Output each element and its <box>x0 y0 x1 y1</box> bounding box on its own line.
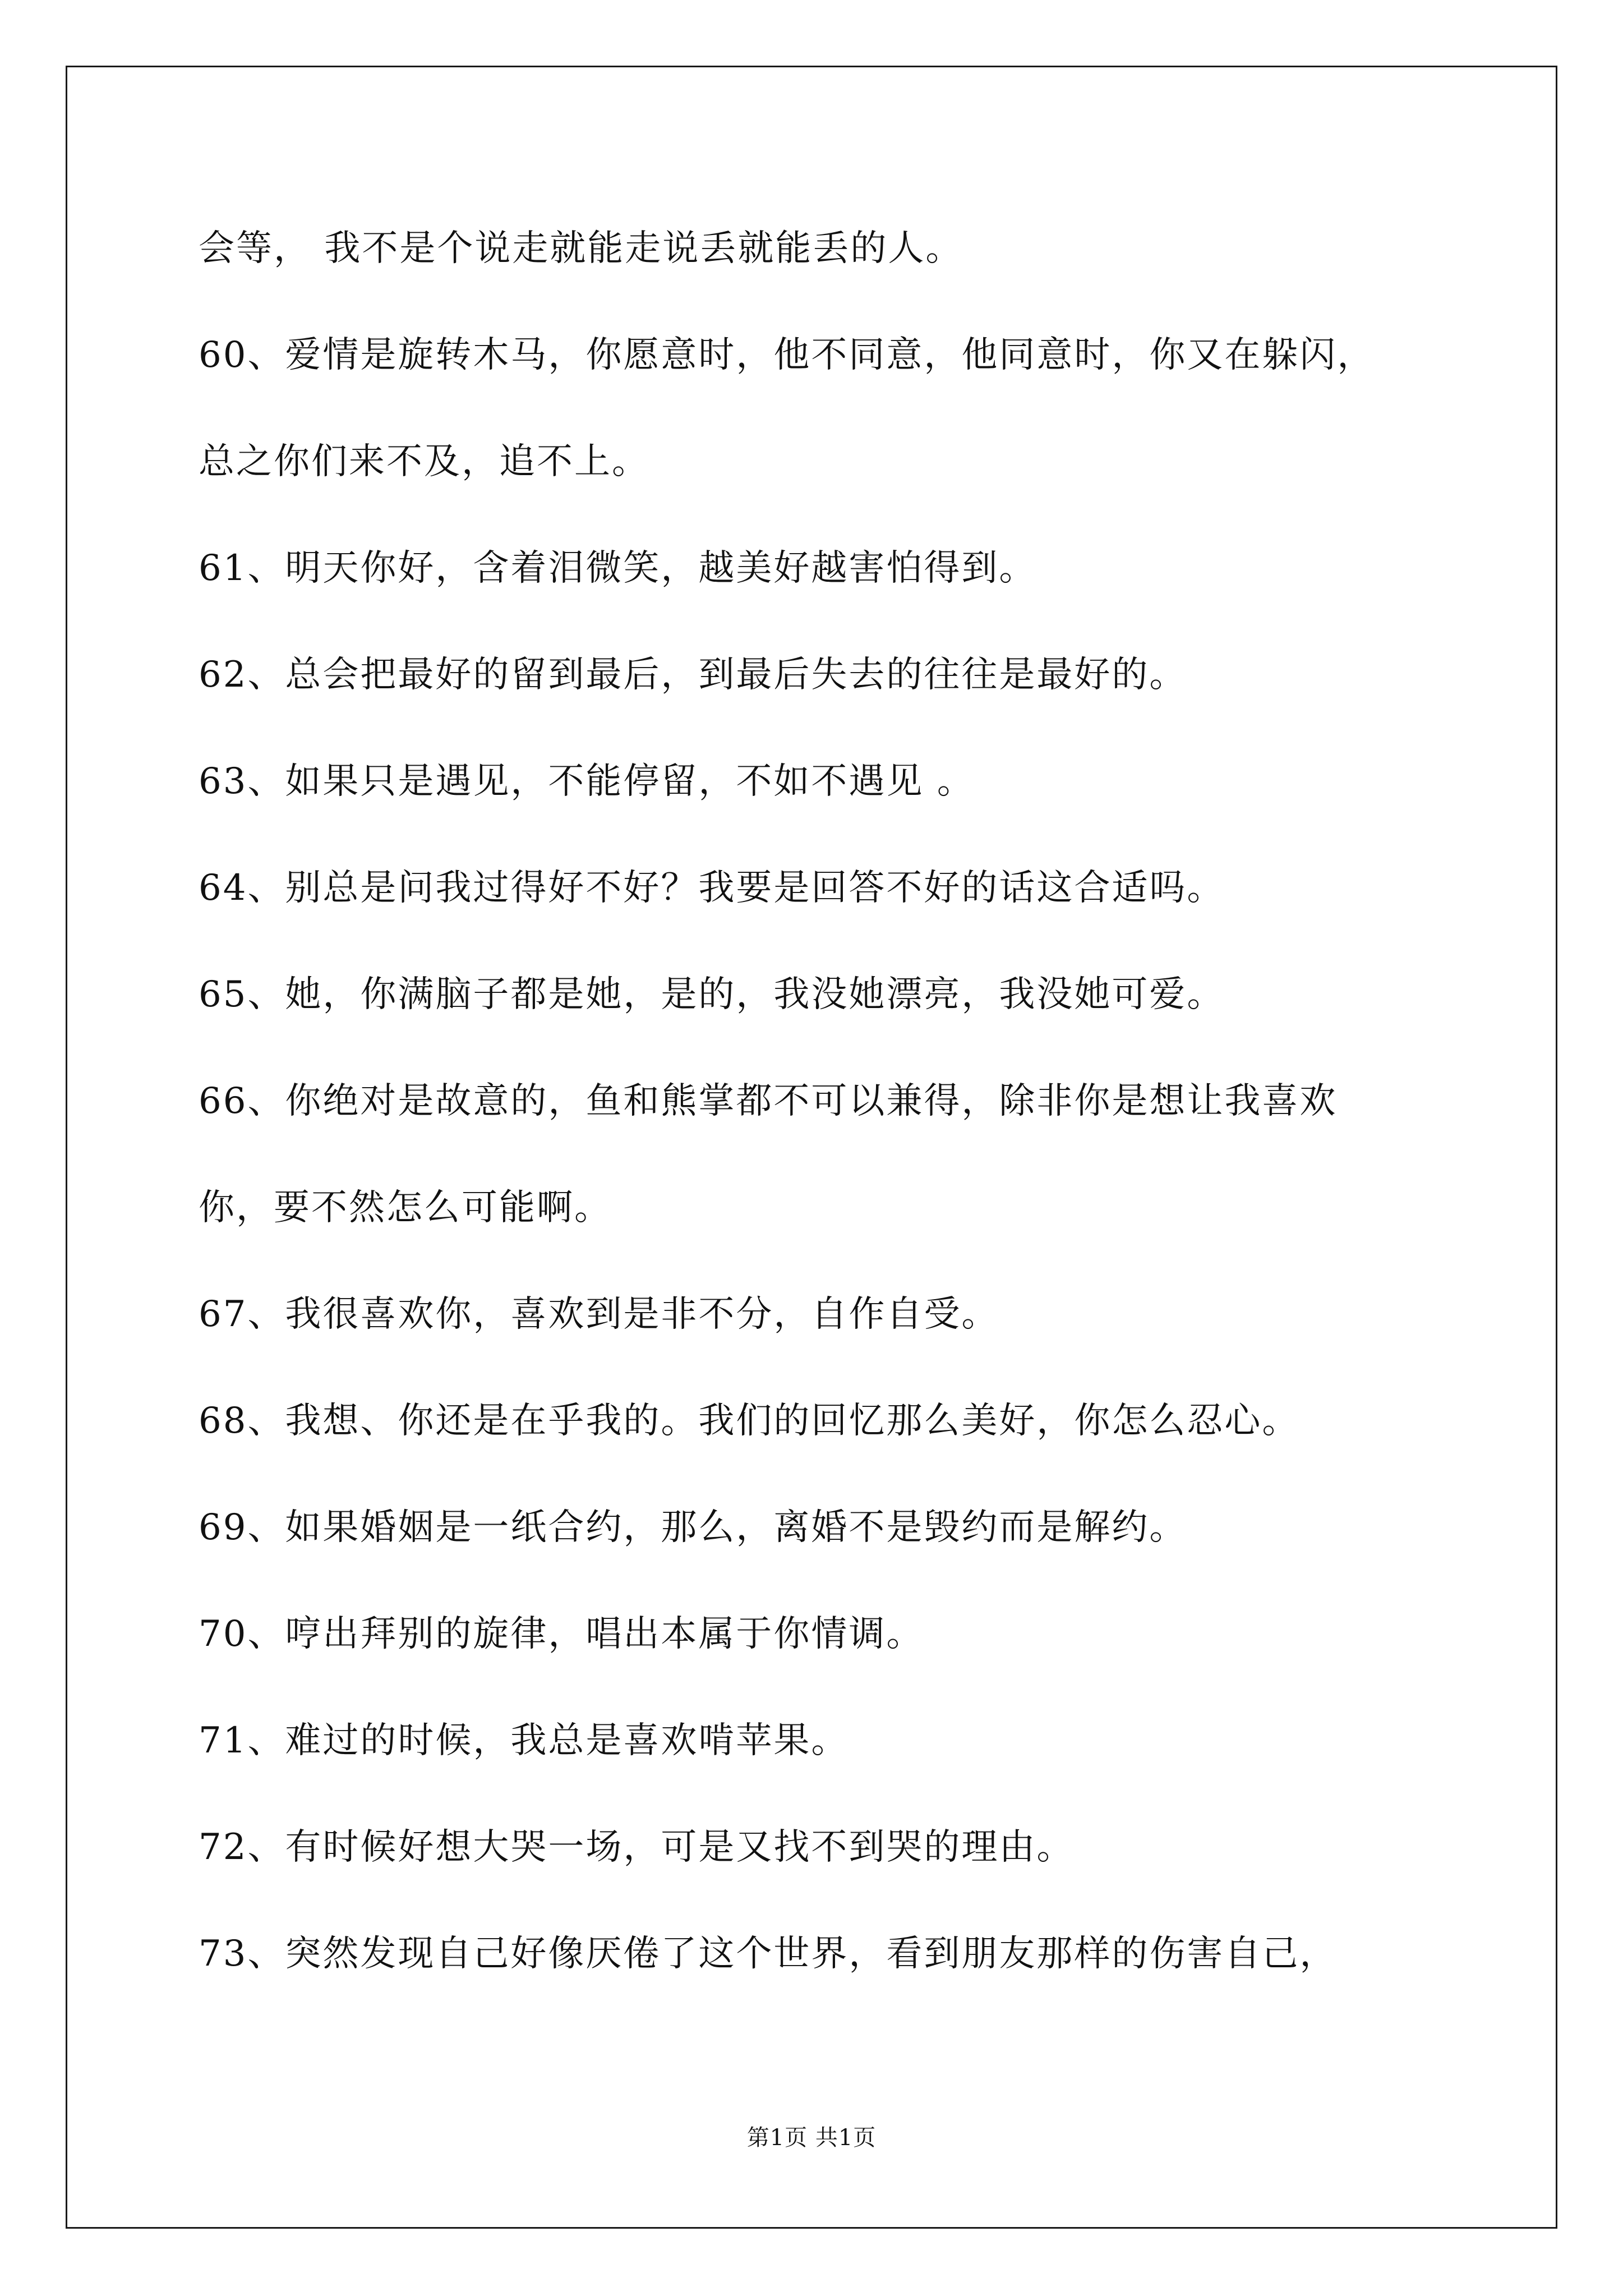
text-line: 70、哼出拜别的旋律，唱出本属于你情调。 <box>199 1613 924 1655</box>
text-line: 73、突然发现自己好像厌倦了这个世界，看到朋友那样的伤害自己， <box>199 1933 1338 1975</box>
text-line: 71、难过的时候，我总是喜欢啃苹果。 <box>199 1720 849 1761</box>
text-line: 60、爱情是旋转木马，你愿意时，他不同意，他同意时，你又在躲闪， <box>199 334 1375 376</box>
text-line: 你，要不然怎么可能啊。 <box>199 1187 612 1228</box>
text-line: 69、如果婚姻是一纸合约，那么，离婚不是毁约而是解约。 <box>199 1507 1187 1548</box>
text-line: 61、明天你好，含着泪微笑，越美好越害怕得到。 <box>199 547 1037 589</box>
text-line: 65、她，你满脑子都是她，是的，我没她漂亮，我没她可爱。 <box>199 974 1225 1015</box>
text-line: 63、如果只是遇见，不能停留，不如不遇见 。 <box>199 761 975 802</box>
page-number-footer: 第1页 共1页 <box>746 2125 877 2151</box>
text-line: 72、有时候好想大哭一场，可是又找不到哭的理由。 <box>199 1826 1075 1868</box>
text-line: 68、我想、你还是在乎我的。我们的回忆那么美好，你怎么忍心。 <box>199 1400 1300 1442</box>
text-line: 62、总会把最好的留到最后，到最后失去的往往是最好的。 <box>199 654 1187 696</box>
text-line: 64、别总是问我过得好不好？我要是回答不好的话这合适吗。 <box>199 867 1225 909</box>
text-line: 66、你绝对是故意的，鱼和熊掌都不可以兼得，除非你是想让我喜欢 <box>199 1080 1338 1122</box>
text-line: 会等， 我不是个说走就能走说丢就能丢的人。 <box>199 228 963 269</box>
page-border <box>66 66 1557 2229</box>
text-line: 总之你们来不及，追不上。 <box>199 441 649 482</box>
text-line: 67、我很喜欢你，喜欢到是非不分，自作自受。 <box>199 1294 999 1335</box>
